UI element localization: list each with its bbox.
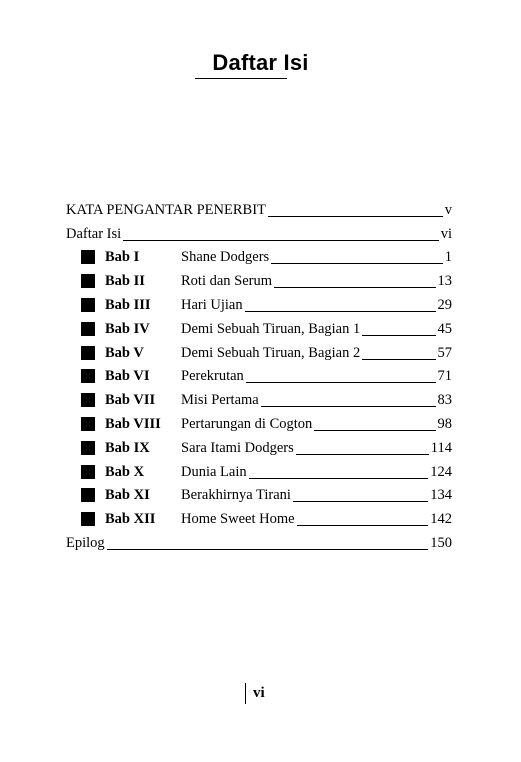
toc-chapter-2[interactable] — [66, 267, 452, 291]
toc-chapter-10[interactable] — [66, 458, 452, 482]
toc-entry-daftar-isi[interactable] — [66, 220, 452, 244]
dotted-leader — [249, 478, 429, 479]
chapter-page: 98 — [437, 415, 452, 432]
chapter-number: Bab V — [105, 344, 144, 361]
chapter-number: Bab VI — [105, 368, 150, 385]
dotted-leader — [261, 406, 436, 407]
toc-entry-epilog[interactable] — [66, 529, 452, 553]
chapter-number: Bab XII — [105, 511, 156, 528]
chapter-page: 57 — [437, 344, 452, 361]
toc-chapter-5[interactable] — [66, 339, 452, 363]
toc-chapter-11[interactable] — [66, 482, 452, 506]
square-bullet-icon — [81, 274, 95, 288]
chapter-title: Demi Sebuah Tiruan, Bagian 2 — [181, 344, 361, 361]
chapter-title: Shane Dodgers — [181, 249, 270, 266]
toc-chapter-7[interactable] — [66, 386, 452, 410]
chapter-number: Bab IX — [105, 439, 150, 456]
toc-chapter-6[interactable] — [66, 363, 452, 387]
chapter-page: 45 — [437, 320, 452, 337]
chapter-title: Berakhirnya Tirani — [181, 487, 291, 504]
chapter-title: Home Sweet Home — [181, 511, 295, 528]
chapter-number: Bab XI — [105, 487, 150, 504]
toc-entry-kata-pengantar[interactable] — [66, 196, 452, 220]
chapter-number: Bab IV — [105, 320, 150, 337]
chapter-title: Dunia Lain — [181, 463, 247, 480]
square-bullet-icon — [81, 322, 95, 336]
dotted-leader — [274, 287, 435, 288]
square-bullet-icon — [81, 250, 95, 264]
toc-entry-label: KATA PENGANTAR PENERBIT — [66, 201, 266, 218]
square-bullet-icon — [81, 346, 95, 360]
toc-chapter-9[interactable] — [66, 434, 452, 458]
toc-chapter-3[interactable] — [66, 291, 452, 315]
chapter-page: 142 — [430, 511, 452, 528]
toc-entry-page: v — [444, 201, 452, 218]
toc-chapter-4[interactable] — [66, 315, 452, 339]
chapter-number: Bab II — [105, 273, 145, 290]
chapter-number: Bab X — [105, 463, 145, 480]
toc-entry-label: Daftar Isi — [66, 225, 122, 242]
square-bullet-icon — [81, 298, 95, 312]
dotted-leader — [268, 216, 443, 217]
square-bullet-icon — [81, 441, 95, 455]
square-bullet-icon — [81, 512, 95, 526]
chapter-number: Bab VII — [105, 392, 156, 409]
square-bullet-icon — [81, 465, 95, 479]
dotted-leader — [296, 454, 429, 455]
page-title: Daftar Isi — [212, 50, 309, 75]
footer-divider — [245, 683, 246, 704]
chapter-title: Demi Sebuah Tiruan, Bagian 1 — [181, 320, 361, 337]
dotted-leader — [293, 501, 428, 502]
dotted-leader — [271, 263, 443, 264]
table-of-contents — [66, 196, 452, 553]
chapter-number: Bab III — [105, 296, 151, 313]
chapter-page: 13 — [437, 273, 452, 290]
dotted-leader — [246, 382, 436, 383]
dotted-leader — [123, 240, 439, 241]
page-number: vi — [253, 685, 265, 701]
chapter-title: Hari Ujian — [181, 296, 243, 313]
chapter-title: Roti dan Serum — [181, 273, 273, 290]
chapter-number: Bab VIII — [105, 415, 161, 432]
dotted-leader — [245, 311, 436, 312]
toc-chapter-8[interactable] — [66, 410, 452, 434]
square-bullet-icon — [81, 393, 95, 407]
square-bullet-icon — [81, 417, 95, 431]
chapter-page: 114 — [430, 439, 452, 456]
toc-chapter-1[interactable] — [66, 244, 452, 268]
toc-entry-page: vi — [440, 225, 452, 242]
title-underline — [195, 78, 287, 79]
toc-entry-page: 150 — [430, 534, 452, 551]
chapter-title: Perekrutan — [181, 368, 244, 385]
chapter-page: 1 — [444, 249, 452, 266]
dotted-leader — [362, 359, 435, 360]
dotted-leader — [314, 430, 435, 431]
chapter-page: 29 — [437, 296, 452, 313]
toc-chapter-12[interactable] — [66, 505, 452, 529]
chapter-page: 83 — [437, 392, 452, 409]
toc-entry-label: Epilog — [66, 534, 105, 551]
square-bullet-icon — [81, 369, 95, 383]
dotted-leader — [107, 549, 429, 550]
dotted-leader — [362, 335, 435, 336]
chapter-page: 134 — [430, 487, 452, 504]
chapter-title: Sara Itami Dodgers — [181, 439, 294, 456]
chapter-page: 124 — [430, 463, 452, 480]
chapter-title: Pertarungan di Cogton — [181, 415, 313, 432]
square-bullet-icon — [81, 488, 95, 502]
chapter-number: Bab I — [105, 249, 140, 266]
chapter-title: Misi Pertama — [181, 392, 259, 409]
chapter-page: 71 — [437, 368, 452, 385]
dotted-leader — [297, 525, 429, 526]
